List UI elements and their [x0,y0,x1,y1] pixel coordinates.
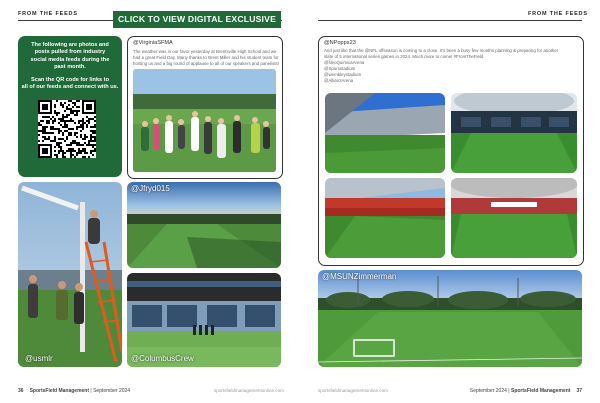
photo-tag-columbus: @ColumbusCrew [131,354,194,363]
intro-line: social media feeds during the [30,56,110,63]
mention[interactable]: @Spursstadium [324,66,356,71]
page-number-right: 37 [576,388,582,394]
photo-tag-jfryd: @Jfryd015 [131,184,170,193]
intro-line: past month. [54,64,86,71]
mention[interactable]: @AllianzArena [324,78,354,83]
header-rule-right [318,20,582,21]
field-day-photo [133,69,276,172]
digital-videos-banner[interactable]: CLICK TO VIEW DIGITAL EXCLUSIVE [113,11,281,28]
scan-line: all of our feeds and connect with us. [21,84,119,91]
brand-left: SportsField Management [29,388,90,394]
stadium-image-2 [451,93,577,173]
social-post-npopps[interactable] [318,36,584,266]
post-handle: @NPopps23 [324,40,356,46]
stadium-photo-2 [451,93,577,173]
photo-tag-usmlr: @usmlr [25,354,53,363]
stadium-image-1 [325,93,445,173]
intro-line: The following are photos and [31,42,109,48]
footer-right: September 2024 | SportsField Management 37 [469,388,582,394]
mention[interactable]: @NeoQuimicaArena [324,60,365,65]
section-label-right: FROM THE FEEDS [528,11,588,17]
footer-url-right[interactable]: sportsfieldmanagementonline.com [318,388,388,393]
photo-tag-msun: @MSUNZimmerman [322,272,397,281]
post-line: The weather was in our favor yesterday at Brentsville High School and we [133,49,277,54]
msun-field-photo [318,270,582,367]
columbus-stadium-image [127,273,281,367]
stadium-image-4 [451,178,577,258]
columbus-stadium-photo [127,273,281,367]
post-line: And just like that the @NFL offseason is coming to a close. It's been a busy few months planning & preparing for another [324,48,559,53]
field-day-image [133,69,276,172]
post-handle: @VirginiaSFMA [133,40,173,46]
post-line: slate of 5 international series games in 2024. Much more to come! #FromTheField [324,54,484,59]
mention[interactable]: @wembleystadium [324,72,362,77]
issue-right: September 2024 [469,388,507,394]
intro-card [18,36,122,177]
brand-right: SportsField Management [510,388,571,394]
post-line: hosting us and a big round of applause to all of our speakers and panelists! [133,61,279,66]
qr-code-icon [38,100,96,158]
footer-url-left[interactable]: sportsfieldmanagementonline.com [214,388,284,393]
social-post-virginia[interactable] [127,36,283,179]
post-line: had a great Field Day. Many thanks to Brent Miller and his student team for [133,55,279,60]
footer-left: 36 SportsField Management | September 2024 [18,388,131,394]
stadium-photo-4 [451,178,577,258]
stadium-photo-3 [325,178,445,258]
intro-line: posts pulled from industry [34,49,106,56]
stadium-image-3 [325,178,445,258]
issue-left: September 2024 [93,388,131,394]
page-number-left: 36 [18,388,24,394]
sunset-field-image [127,182,281,268]
section-label-left: FROM THE FEEDS [18,11,78,17]
stadium-photo-1 [325,93,445,173]
goalpost-image [18,182,122,367]
qr-code[interactable] [38,100,96,158]
msun-field-image [318,270,582,367]
scan-line: Scan the QR code for links to [30,76,109,83]
goalpost-painting-photo [18,182,122,367]
sunset-field-photo [127,182,281,268]
